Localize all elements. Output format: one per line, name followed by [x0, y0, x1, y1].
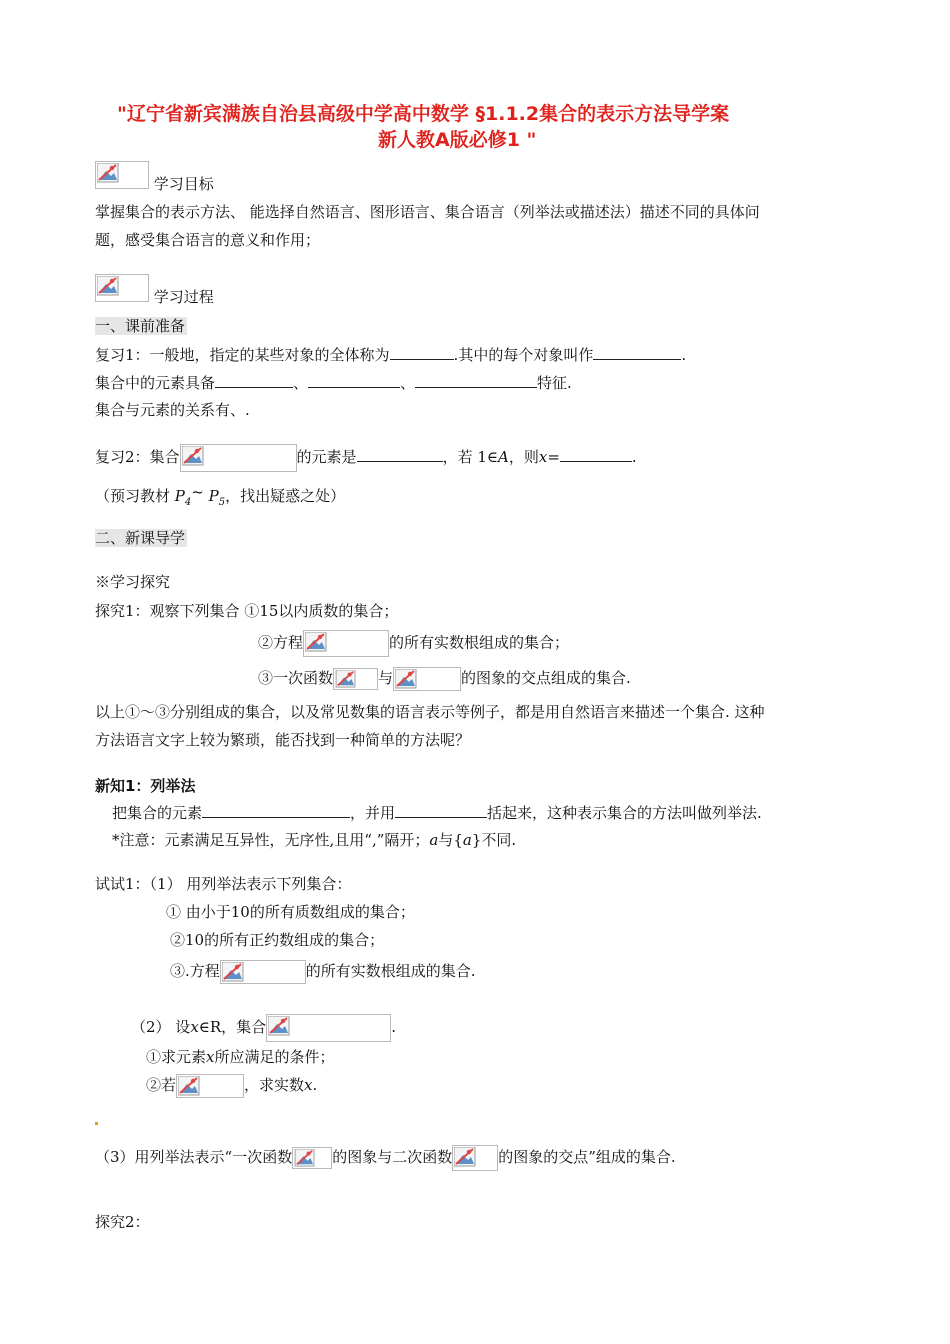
section1-heading: 一、课前准备: [95, 317, 186, 335]
part2-text-b: ∈R，集合: [198, 1018, 267, 1036]
note-text-c: }不同.: [471, 831, 517, 849]
newknow-text-b: ，并用: [350, 804, 396, 822]
equals-sign: =: [547, 448, 560, 466]
trial-item3-text-b: 的所有实数根组成的集合.: [305, 962, 476, 980]
newknow-line-1: [112, 803, 762, 822]
question1-text-b: 所应满足的条件；: [214, 1048, 335, 1066]
trial-item-2: ②10的所有正约数组成的集合；: [170, 931, 385, 949]
formula-image-icon: [333, 668, 378, 690]
trial-part-3: [95, 1145, 676, 1171]
blank: [395, 803, 487, 818]
formula-image-icon: [393, 667, 461, 691]
set-variable: A: [497, 448, 509, 466]
question1-text-a: ①求元素: [146, 1048, 207, 1066]
review2-line: [95, 444, 637, 472]
blank: [202, 803, 350, 818]
explore2-heading: 探究2：: [95, 1213, 150, 1231]
trial-question-1: [146, 1048, 335, 1066]
review1-line: [95, 345, 686, 364]
objectives-text-1: 掌握集合的表示方法、 能选择自然语言、图形语言、集合语言（列举法或描述法）描述不同的具体问: [95, 203, 760, 221]
formula-image-icon: [176, 1074, 244, 1098]
trial-item-1: ① 由小于10的所有质数组成的集合；: [166, 903, 415, 921]
separator: 、: [400, 374, 416, 392]
explore1-text-c1: ③一次函数: [258, 669, 334, 687]
explore1-text-b2: 的所有实数根组成的集合；: [389, 633, 570, 652]
part3-text-a: （3）用列举法表示“一次函数: [95, 1148, 293, 1166]
broken-image-icon: [95, 274, 149, 302]
variable-a: a: [429, 831, 439, 849]
question2-text-a: ②若: [146, 1076, 177, 1094]
separator: 、: [293, 374, 309, 392]
review2-text-d: ，则: [508, 448, 539, 466]
blank: [560, 447, 632, 462]
note-text-b: 与{: [438, 831, 463, 849]
note-text-a: *注意：元素满足互异性，无序性,且用“,”隔开；: [112, 831, 430, 849]
newknow-heading: 新知1：列举法: [95, 777, 196, 795]
review1-text-b: .其中的每个对象叫作: [453, 346, 594, 364]
variable-x: x: [206, 1048, 215, 1066]
elements-text-b: 特征.: [537, 374, 572, 392]
question2-text-b: ，求实数: [244, 1076, 305, 1094]
summary-line-2: 方法语言文字上较为繁琐，能否找到一种简单的方法呢？: [95, 731, 471, 749]
broken-image-icon: [95, 161, 149, 189]
newknow-note: [112, 831, 516, 849]
formula-image-icon: [220, 960, 306, 984]
objectives-heading-text: 学习目标: [153, 175, 214, 193]
explore1-line-b: [258, 630, 569, 657]
part3-text-b: 的图象与二次函数: [332, 1148, 453, 1166]
review2-text-c: ，若 1∈: [442, 448, 498, 466]
formula-image-icon: [303, 630, 389, 657]
process-heading-text: 学习过程: [153, 288, 214, 306]
variable-a: a: [462, 831, 472, 849]
trial-item3-text-a: ③.方程: [170, 962, 220, 980]
formula-image-icon: [452, 1145, 498, 1171]
elements-text-a: 集合中的元素具备: [95, 374, 216, 392]
objectives-text-2: 题，感受集合语言的意义和作用；: [95, 231, 321, 249]
review1-text-a: 复习1：一般地，指定的某些对象的全体称为: [95, 346, 390, 364]
review1-text-c: .: [681, 346, 687, 364]
newknow-text-a: 把集合的元素: [112, 804, 203, 822]
page-subscript: 5: [218, 497, 226, 508]
formula-image-icon: [292, 1147, 332, 1169]
period: .: [391, 1018, 396, 1036]
explore1-line-c: [258, 667, 631, 691]
formula-image-icon: [180, 444, 297, 472]
section2-heading: 二、新课导学: [95, 529, 186, 547]
blank: [390, 345, 454, 360]
review2-text-a: 复习2：集合: [95, 448, 180, 466]
explore1-text-c2: 与: [378, 669, 394, 687]
trial-question-2: [146, 1074, 317, 1098]
document-title-line1: "辽宁省新宾满族自治县高级中学高中数学 §1.1.2集合的表示方法导学案: [117, 103, 730, 125]
tilde: ~: [191, 483, 204, 501]
page-symbol: P: [174, 487, 185, 505]
page-subscript: 4: [184, 497, 192, 508]
period: .: [312, 1076, 318, 1094]
newknow-text-c: 括起来，这种表示集合的方法叫做列举法.: [487, 804, 762, 822]
trial-item-3: [170, 960, 476, 984]
page-symbol: P: [208, 487, 219, 505]
variable-x: x: [538, 448, 548, 466]
objectives-heading: [95, 161, 214, 193]
document-title-line2: 新人教A版必修1 ": [378, 129, 537, 151]
preview-text-b: ，找出疑惑之处）: [225, 487, 346, 505]
variable-x: x: [304, 1076, 313, 1094]
blank: [357, 447, 443, 462]
preview-text-a: （预习教材: [95, 487, 171, 505]
stray-mark: [95, 1122, 98, 1125]
part2-text-a: （2） 设: [131, 1018, 191, 1036]
elements-line: [95, 373, 572, 392]
process-heading: [95, 274, 214, 306]
blank: [308, 373, 400, 388]
explore1-text-c3: 的图象的交点组成的集合.: [461, 669, 631, 687]
blank: [415, 373, 537, 388]
part3-text-c: 的图象的交点”组成的集合.: [498, 1148, 676, 1166]
explore1-line-a: 探究1：观察下列集合 ①15以内质数的集合；: [95, 602, 399, 620]
summary-line-1: 以上①～③分别组成的集合，以及常见数集的语言表示等例子，都是用自然语言来描述一个集合. 这种: [95, 703, 765, 721]
explore1-text-b1: ②方程: [258, 633, 304, 652]
review2-text-b: 的元素是: [296, 448, 357, 466]
explore-heading: ※学习探究: [95, 573, 171, 591]
trial-heading: 试试1：（1） 用列举法表示下列集合：: [95, 875, 352, 893]
trial-part-2: [131, 1014, 396, 1042]
blank: [215, 373, 293, 388]
variable-x: x: [190, 1018, 199, 1036]
preview-line: [95, 483, 345, 512]
blank: [593, 345, 681, 360]
formula-image-icon: [266, 1014, 391, 1042]
period: .: [631, 448, 637, 466]
relation-line: 集合与元素的关系有、.: [95, 401, 250, 419]
